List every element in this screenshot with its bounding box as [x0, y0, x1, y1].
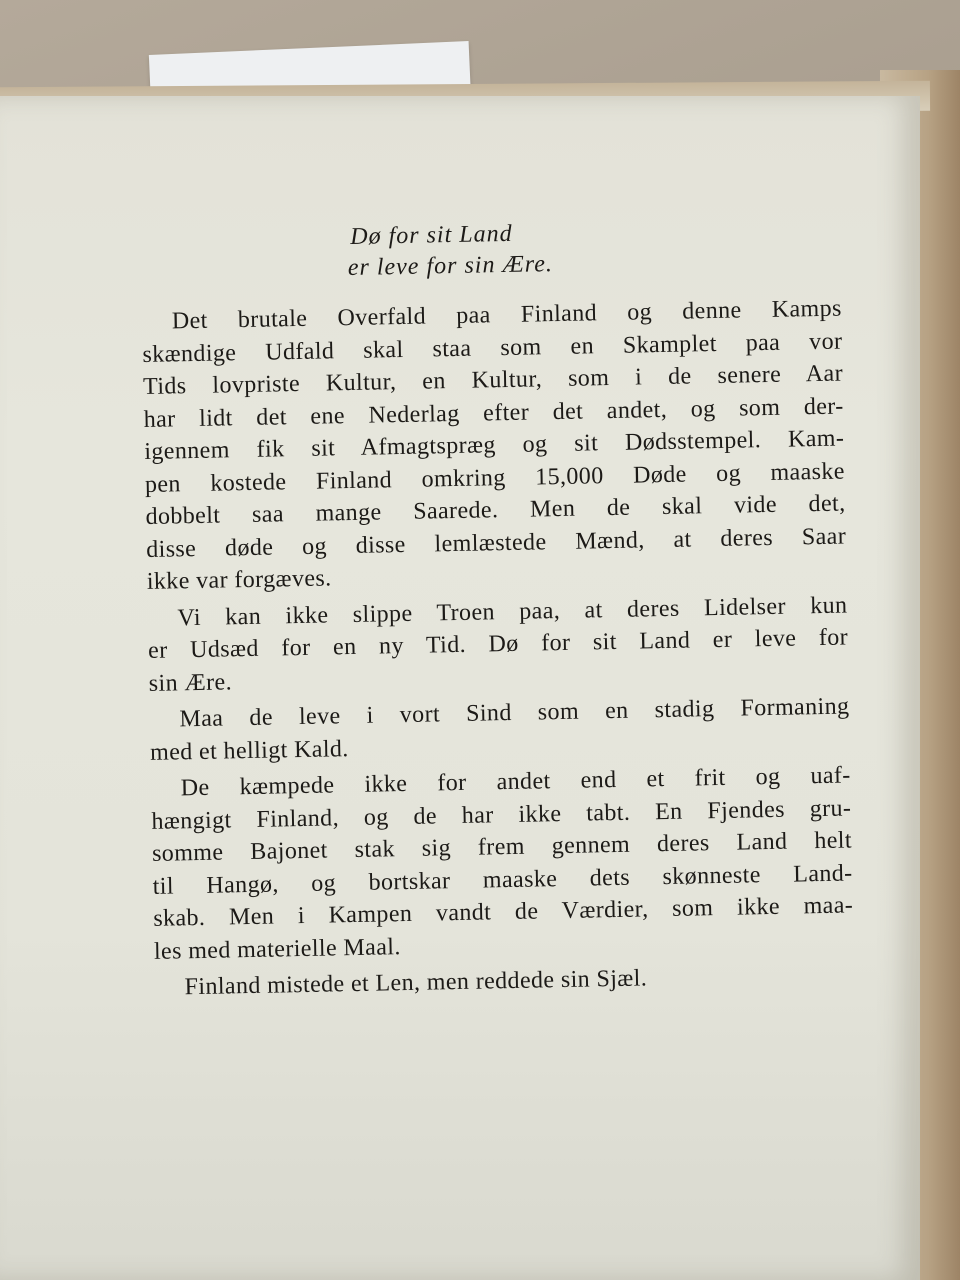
text-line: sin Ære. [148, 668, 233, 697]
text-line: De kæmpede ikke for andet end et frit og uaf- [180, 762, 851, 802]
page-text [140, 213, 855, 1009]
text-line: Tids lovpriste Kultur, en Kultur, som i de senere Aar [142, 360, 844, 400]
text-line: til Hangø, og bortskar maaske dets skønneste Land- [152, 859, 853, 900]
text-line: disse døde og disse lemlæstede Mænd, at deres Saar [145, 523, 847, 563]
epigraph-line: Dø for sit Land [349, 220, 513, 250]
text-line: Det brutale Overfald paa Finland og denne Kamps [171, 295, 842, 335]
paragraph [149, 690, 850, 768]
epigraph-line: er leve for sin Ære. [347, 251, 554, 282]
text-line: har lidt det ene Nederlag efter det andet, og som der- [143, 393, 844, 433]
text-line: hængigt Finland, og de har ikke tabt. En Fjendes gru- [151, 794, 852, 835]
text-line: Maa de leve i vort Sind som en stadig Formaning [179, 693, 850, 733]
epigraph [347, 213, 841, 284]
text-line: skændige Udfald skal staa som en Skamplet paa vor [142, 328, 843, 368]
paragraph [147, 589, 849, 700]
text-line: igennem fik sit Afmagtspræg og sit Dødsstempel. Kam- [144, 425, 845, 465]
text-line: Vi kan ikke slippe Troen paa, at deres Lidelser kun [177, 591, 848, 631]
text-line: les med materielle Maal. [153, 933, 401, 965]
text-line: Finland mistede et Len, men reddede sin Sjæl. [184, 965, 648, 1001]
text-line: somme Bajonet stak sig frem gennem deres Land helt [151, 827, 853, 867]
text-line: pen kostede Finland omkring 15,000 Døde og maaske [144, 458, 846, 498]
text-line: ikke var forgæves. [146, 565, 332, 595]
paragraph [151, 759, 855, 967]
text-line: er Udsæd for en ny Tid. Dø for sit Land er leve for [147, 624, 849, 664]
text-line: med et helligt Kald. [149, 735, 349, 766]
paragraph [142, 293, 847, 599]
text-line: dobbelt saa mange Saarede. Men de skal vide det, [145, 490, 846, 530]
text-line: skab. Men i Kampen vandt de Værdier, som ikke maa- [153, 892, 854, 932]
